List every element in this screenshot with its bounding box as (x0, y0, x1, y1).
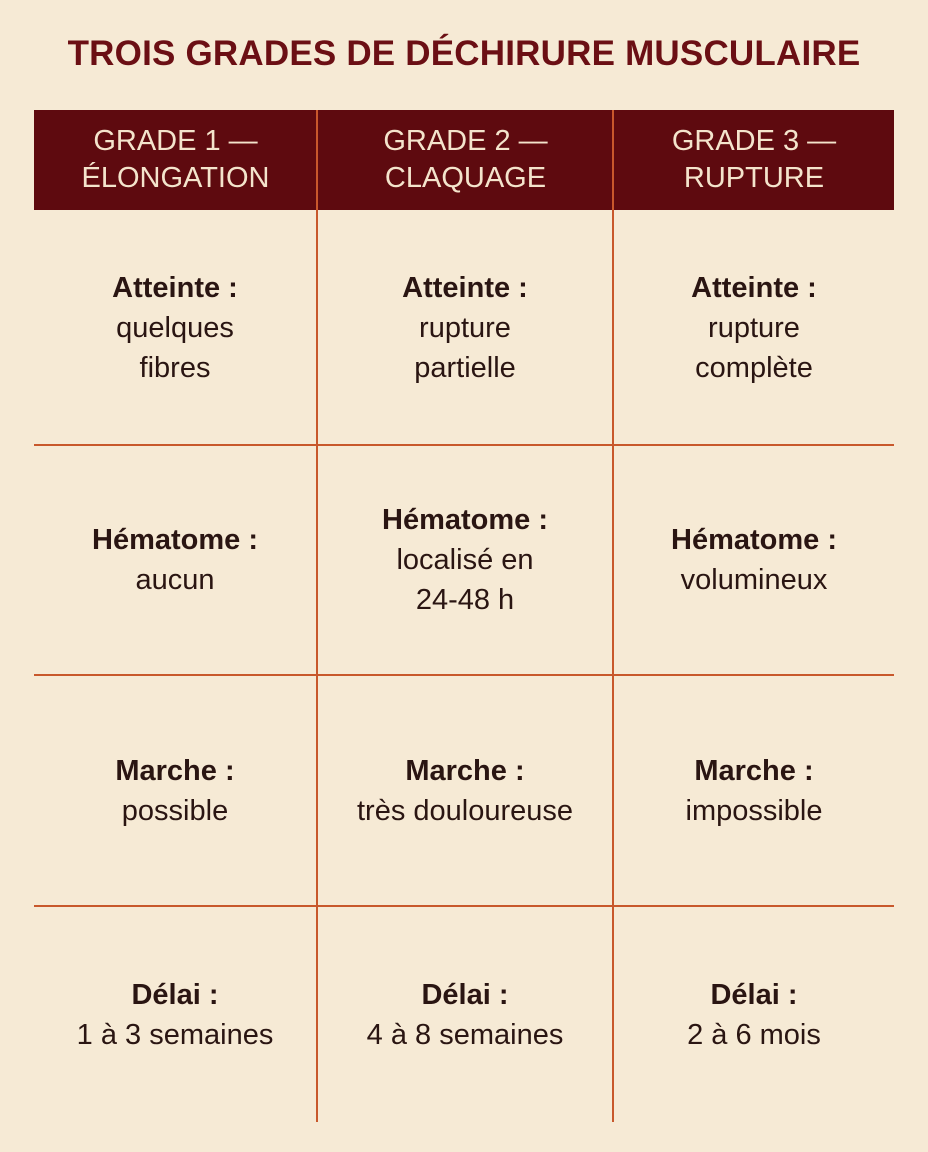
table-cell-delai-grade-3 (614, 907, 894, 1122)
table-cell-delai-grade-1 (34, 907, 316, 1122)
cell-label: Atteinte : (402, 271, 528, 304)
cell-label: Marche : (115, 754, 235, 787)
page-title: TROIS GRADES DE DÉCHIRURE MUSCULAIRE (67, 34, 861, 73)
column-header-line: GRADE 3 — (671, 125, 837, 157)
cell-value: impossible (685, 794, 823, 827)
table-cell-marche-grade-3 (614, 676, 894, 905)
cell-label: Hématome : (382, 504, 548, 536)
cell-label: Délai : (710, 978, 798, 1011)
cell-value: 4 à 8 semaines (366, 1018, 564, 1051)
column-header-grade-1 (34, 110, 317, 210)
column-header-line: GRADE 1 — (93, 125, 258, 157)
table-cell-atteinte-grade-1 (34, 211, 316, 444)
column-header-line: ÉLONGATION (81, 162, 270, 194)
table-cell-hematome-grade-2 (318, 446, 612, 674)
table-cell-hematome-grade-1 (34, 446, 316, 674)
column-header-line: CLAQUAGE (384, 162, 547, 194)
cell-value: volumineux (680, 564, 828, 596)
cell-value: aucun (135, 564, 215, 596)
table-cell-atteinte-grade-3 (614, 211, 894, 444)
cell-value: localisé en 24-48 h (396, 544, 534, 616)
table-cell-atteinte-grade-2 (318, 211, 612, 444)
cell-label: Délai : (131, 978, 219, 1011)
cell-value: rupture complète (695, 311, 813, 384)
cell-value: rupture partielle (414, 311, 516, 384)
cell-label: Marche : (694, 754, 814, 787)
column-header-grade-3 (614, 110, 894, 210)
cell-value: 2 à 6 mois (687, 1018, 821, 1051)
cell-label: Délai : (421, 978, 509, 1011)
cell-label: Hématome : (92, 524, 258, 556)
table-cell-hematome-grade-3 (614, 446, 894, 674)
column-header-line: RUPTURE (683, 162, 825, 194)
cell-label: Hématome : (671, 524, 837, 556)
table-cell-marche-grade-1 (34, 676, 316, 905)
cell-value: 1 à 3 semaines (76, 1018, 274, 1051)
column-header-grade-2 (318, 110, 613, 210)
column-header-line: GRADE 2 — (383, 125, 548, 157)
table-cell-delai-grade-2 (318, 907, 612, 1122)
table-cell-marche-grade-2 (318, 676, 612, 905)
cell-label: Atteinte : (691, 271, 817, 304)
cell-label: Marche : (405, 754, 525, 787)
cell-value: possible (121, 794, 229, 827)
cell-value: quelques fibres (116, 311, 234, 384)
cell-value: très douloureuse (356, 794, 574, 827)
cell-label: Atteinte : (112, 271, 238, 304)
